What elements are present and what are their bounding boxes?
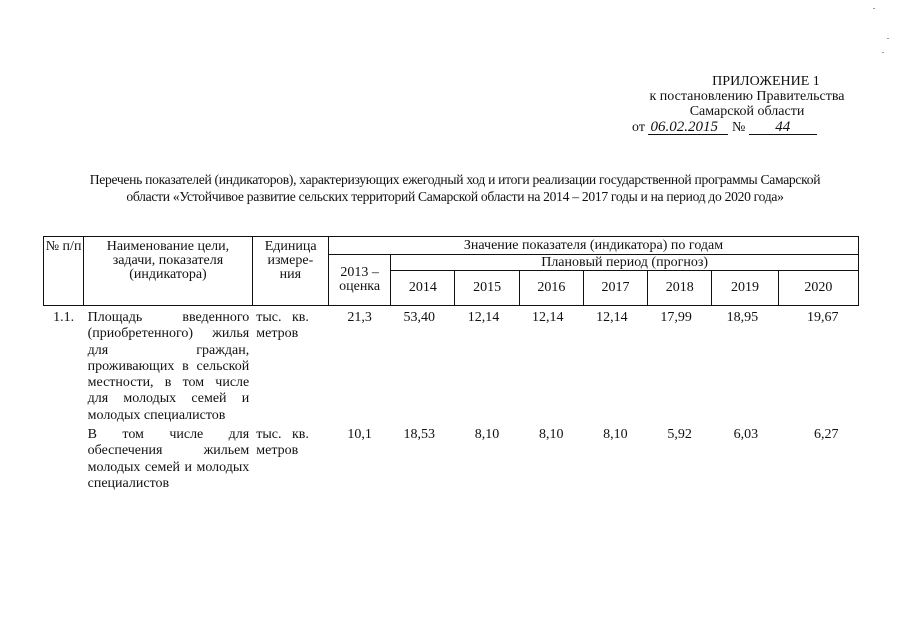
date-prefix: от xyxy=(632,120,645,135)
header-unit: Единица измере-ния xyxy=(252,237,328,306)
row-value: 5,92 xyxy=(667,427,692,443)
date-value: 06.02.2015 xyxy=(648,120,728,135)
header-year: 2015 xyxy=(455,271,519,306)
row-estimate: 21,3 xyxy=(347,310,372,325)
row-estimate: 10,1 xyxy=(347,427,372,443)
table-row xyxy=(44,306,859,425)
row-value: 53,40 xyxy=(403,310,435,325)
row-value: 19,67 xyxy=(807,310,839,325)
number-value: 44 xyxy=(749,120,817,135)
row-value: 8,10 xyxy=(474,427,500,443)
row-value: 12,14 xyxy=(596,310,628,325)
header-year: 2017 xyxy=(583,271,647,306)
header-planned-group: Плановый период (прогноз) xyxy=(391,255,859,271)
row-value: 17,99 xyxy=(660,310,692,325)
row-value: 6,27 xyxy=(814,427,839,443)
appendix-line2: Самарской области xyxy=(689,104,805,119)
header-year: 2020 xyxy=(778,271,858,306)
row-value: 18,95 xyxy=(726,310,759,325)
row-name: Площадь введенного (приобретенного) жилья для граждан, проживающих в сельской местности, в том числе для молодых семей и молодых специалистов xyxy=(87,310,250,423)
row-value: 18,53 xyxy=(403,427,435,443)
row-value: 6,03 xyxy=(733,427,759,443)
document-title-line1: Перечень показателей (индикаторов), характеризующих ежегодный ход и итоги реализации государственной программы Самарской xyxy=(89,172,821,187)
row-index xyxy=(44,424,84,492)
header-year: 2018 xyxy=(648,271,712,306)
table-row xyxy=(44,424,859,492)
header-year: 2016 xyxy=(519,271,583,306)
document-title xyxy=(40,171,870,205)
document-title-line2: области «Устойчивое развитие сельских территорий Самарской области на 2014 – 2017 годы и на период до 2020 года» xyxy=(126,189,784,204)
appendix-date-line xyxy=(612,120,882,135)
row-value: 8,10 xyxy=(603,427,628,443)
number-prefix: № xyxy=(731,120,746,135)
row-name: В том числе для обеспечения жильем молодых семей и молодых специалистов xyxy=(87,427,250,491)
header-year: 2014 xyxy=(391,271,455,306)
row-value: 8,10 xyxy=(538,427,564,443)
indicators-table xyxy=(43,236,859,492)
row-value: 12,14 xyxy=(531,310,564,325)
appendix-line1: к постановлению Правительства xyxy=(649,89,845,104)
header-num: № п/п xyxy=(44,237,84,306)
appendix-block xyxy=(612,74,882,135)
row-unit: тыс. кв. метров xyxy=(256,427,309,459)
header-year: 2019 xyxy=(712,271,778,306)
row-index: 1.1. xyxy=(53,310,75,325)
row-value: 12,14 xyxy=(467,310,500,325)
header-values-group: Значение показателя (индикатора) по годам xyxy=(329,237,859,255)
header-estimate: 2013 – оценка xyxy=(329,255,391,306)
row-unit: тыс. кв. метров xyxy=(256,310,309,342)
header-name: Наименование цели, задачи, показателя (индикатора) xyxy=(84,237,253,306)
appendix-title: ПРИЛОЖЕНИЕ 1 xyxy=(712,74,820,89)
